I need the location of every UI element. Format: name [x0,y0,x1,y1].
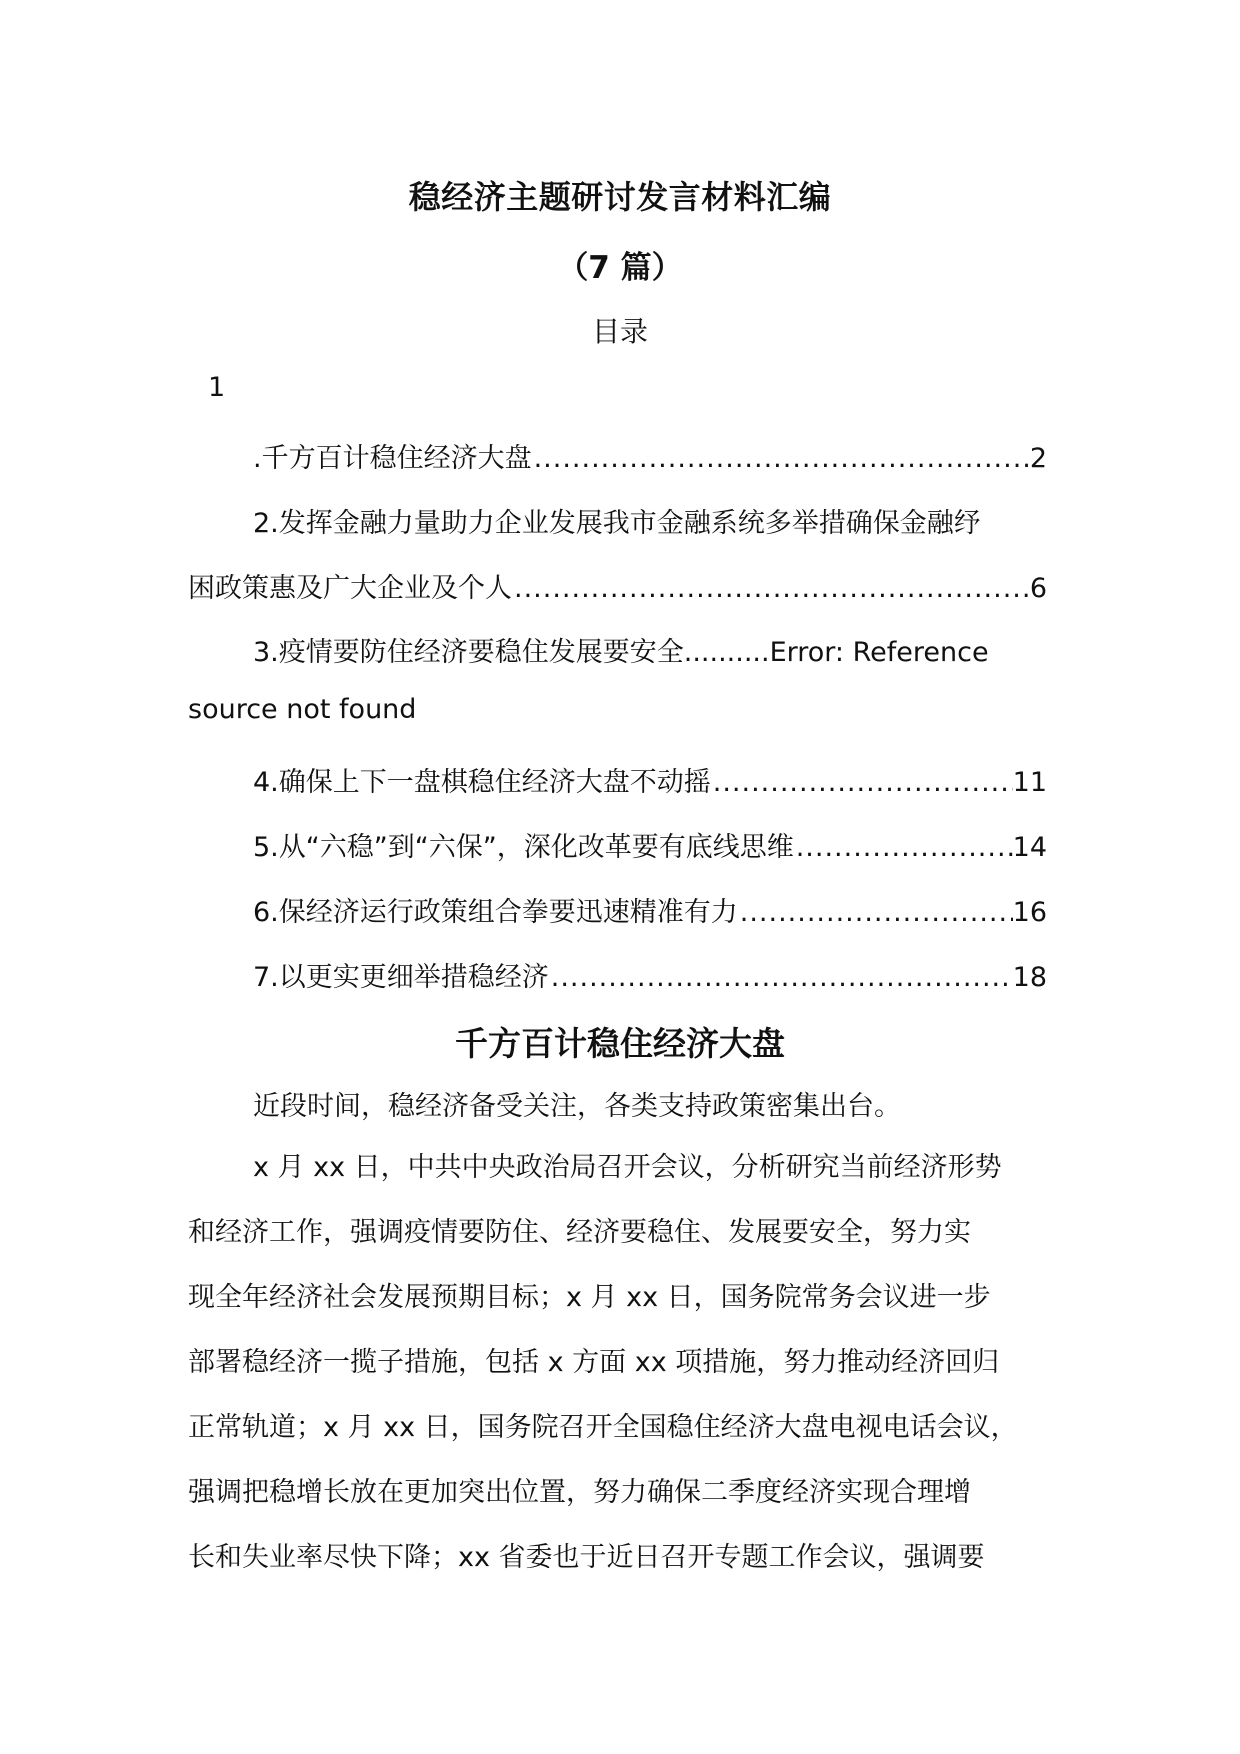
toc-item-6[interactable] [253,890,1047,929]
paragraph-2-line: 长和失业率尽快下降；xx 省委也于近日召开专题工作会议，强调要 [188,1542,985,1573]
section-title: 千方百计稳住经济大盘 [455,1024,785,1063]
toc-item-7-page: 18 [1012,962,1047,993]
toc-leader-dots [711,767,1013,798]
toc-item-3-line1[interactable]: 3.疫情要防住经济要稳住发展要安全..........Error: Reference [253,637,989,668]
toc-item-5-text: 5.从“六稳”到“六保”，深化改革要有底线思维 [253,832,794,863]
toc-item-4-page: 11 [1012,767,1047,798]
toc-item-6-text: 6.保经济运行政策组合拳要迅速精准有力 [253,897,738,928]
toc-item-2-page: 6 [1029,573,1047,604]
toc-item-6-page: 16 [1012,897,1047,928]
toc-item-1-text: .千方百计稳住经济大盘 [253,443,532,474]
paragraph-2-line: 强调把稳增长放在更加突出位置，努力确保二季度经济实现合理增 [188,1477,971,1508]
toc-item-2[interactable] [188,566,1047,605]
toc-item-4[interactable] [253,760,1047,799]
paragraph-2-line: 现全年经济社会发展预期目标；x 月 xx 日，国务院常务会议进一步 [188,1282,991,1313]
toc-item-3-line2[interactable]: source not found [188,694,417,725]
document-title: 稳经济主题研讨发言材料汇编 [408,178,832,216]
paragraph-2-line: 部署稳经济一揽子措施，包括 x 方面 xx 项措施，努力推动经济回归 [188,1347,1000,1378]
paragraph-2-line: x 月 xx 日，中共中央政治局召开会议，分析研究当前经济形势 [253,1152,1002,1183]
toc-item-7-text: 7.以更实更细举措稳经济 [253,962,549,993]
toc-item-2-text: 困政策惠及广大企业及个人 [188,573,512,604]
paragraph-2-line: 正常轨道；x 月 xx 日，国务院召开全国稳住经济大盘电视电话会议， [188,1412,1018,1443]
toc-leader-dots [549,962,1013,993]
toc-item-4-text: 4.确保上下一盘棋稳住经济大盘不动摇 [253,767,711,798]
toc-leader-dots [532,443,1030,474]
paragraph-1: 近段时间，稳经济备受关注，各类支持政策密集出台。 [253,1091,901,1122]
toc-item-7[interactable] [253,955,1047,994]
toc-leader-dots [794,832,1013,863]
paragraph-2 [188,1135,1068,1590]
toc-first-number: 1 [208,372,226,403]
toc-item-2-line1[interactable]: 2.发挥金融力量助力企业发展我市金融系统多举措确保金融纾 [253,508,981,539]
toc-item-1[interactable] [253,436,1047,475]
toc-leader-dots [512,573,1030,604]
toc-heading: 目录 [591,315,648,348]
toc-leader-dots [738,897,1013,928]
toc-item-1-page: 2 [1029,443,1047,474]
paragraph-2-line: 和经济工作，强调疫情要防住、经济要稳住、发展要安全，努力实 [188,1217,971,1248]
document-subtitle: （7 篇） [557,250,683,286]
toc-item-5-page: 14 [1012,832,1047,863]
toc-item-5[interactable] [253,825,1047,864]
